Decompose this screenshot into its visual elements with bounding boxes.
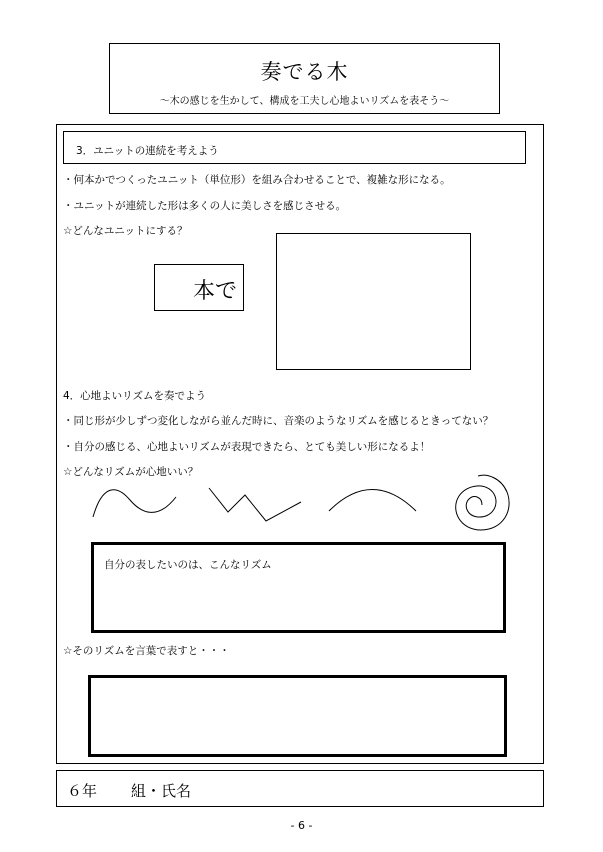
section4-bullet-1: ・同じ形が少しずつ変化しながら並んだ時に、音楽のようなリズムを感じるときってない？ bbox=[63, 415, 494, 427]
section3-prompt: ☆どんなユニットにする？ bbox=[63, 225, 188, 237]
rhythm-answer-box[interactable] bbox=[91, 542, 506, 633]
section3-heading: 3．ユニットの連続を考えよう bbox=[76, 145, 219, 157]
section4-heading: 4．心地よいリズムを奏でよう bbox=[63, 390, 206, 402]
unit-sample-text: 本で bbox=[192, 279, 237, 304]
grade-label: ６年 bbox=[67, 782, 98, 800]
section4-bullet-2: ・自分の感じる、心地よいリズムが表現できたら、とても美しい形になるよ！ bbox=[63, 441, 431, 453]
arc-curve-icon bbox=[329, 490, 416, 512]
spiral-icon bbox=[456, 475, 509, 530]
class-name-label: 組・氏名 bbox=[131, 782, 192, 800]
page-number: - 6 - bbox=[290, 819, 313, 832]
zigzag-line-icon bbox=[209, 488, 301, 521]
section3-bullet-2: ・ユニットが連続した形は多くの人に美しさを感じさせる。 bbox=[63, 200, 347, 212]
section4-prompt: ☆どんなリズムが心地いい？ bbox=[63, 466, 199, 478]
wave-curve-icon bbox=[93, 490, 176, 517]
name-field[interactable] bbox=[56, 770, 544, 807]
page-title: 奏でる木 bbox=[260, 60, 349, 84]
rhythm-answer-label: 自分の表したいのは、こんなリズム bbox=[104, 559, 272, 571]
section3-bullet-1: ・何本かでつくったユニット（単位形）を組み合わせることで、複雑な形になる。 bbox=[63, 174, 451, 186]
words-answer-box[interactable] bbox=[88, 675, 507, 757]
words-prompt: ☆そのリズムを言葉で表すと・・・ bbox=[63, 645, 230, 657]
page-subtitle: ～木の感じを生かして、構成を工夫し心地よいリズムを表そう～ bbox=[159, 96, 450, 107]
